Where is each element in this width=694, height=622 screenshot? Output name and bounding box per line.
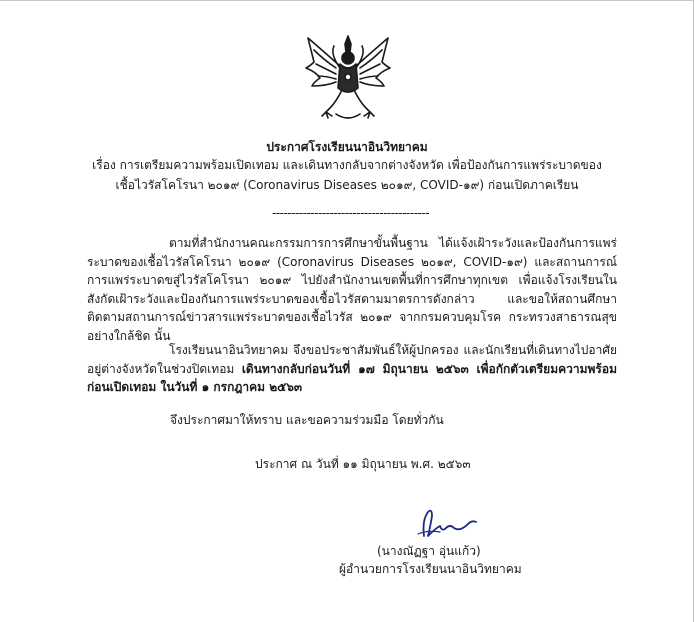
closing-statement: จึงประกาศมาให้ทราบ และขอความร่วมมือ โดยทั่วกัน [170,413,444,427]
signatory-name: (นางณัฏฐา อุ่นแก้ว) [377,544,481,558]
body-paragraph-2 [87,341,617,397]
signatory-position: ผู้อำนวยการโรงเรียนนาอินวิทยาคม [339,562,522,576]
announcement-date: ประกาศ ณ วันที่ ๑๑ มิถุนายน พ.ศ. ๒๕๖๓ [255,457,471,471]
signature-icon [410,506,482,540]
paragraph-2-text: โรงเรียนนาอินวิทยาคม จึงขอประชาสัมพันธ์ให้ผู้ปกครอง และนักเรียนที่เดินทางไปอาศัยอยู่ต่างจังหวัดในช่วงปิดเทอม [87,343,617,376]
return-deadline-notice: เดินทางกลับก่อนวันที่ ๑๗ มิถุนายน ๒๕๖๓ เพื่อกักตัวเตรียมความพร้อมก่อนเปิดเทอม ในวันที่ ๑ กรกฎาคม ๒๕๖๓ [87,361,617,395]
subject-line-1: เรื่อง การเตรียมความพร้อมเปิดเทอม และเดินทางกลับจากต่างจังหวัด เพื่อป้องกันการแพร่ระบาดของ [92,158,602,172]
subject-line-2: เชื้อไวรัสโคโรนา ๒๐๑๙ (Coronavirus Diseases ๒๐๑๙, COVID-๑๙) ก่อนเปิดภาคเรียน [115,178,579,192]
announcement-title: ประกาศโรงเรียนนาอินวิทยาคม [266,140,428,154]
body-paragraph-1: ตามที่สำนักงานคณะกรรมการการศึกษาขั้นพื้นฐาน ได้แจ้งเฝ้าระวังและป้องกันการแพร่ระบาดของเชื้อไวรัสโคโรนา ๒๐๑๙ (Coronavirus Diseases ๒๐๑๙, COVID-๑๙) และสถานการณ์การแพร่ระบาดขสู่ไวรัสโคโรนา ๒๐๑๙ ไปยังสำนักงานเขตพื้นที่การศึกษาทุกเขต เพื่อแจ้งโรงเรียนในสังกัดเฝ้าระวังและป้องกันการแพร่ระบาดของเชื้อไวรัสตามมาตรการดังกล่าว และขอให้สถานศึกษาติดตามสถานการณ์ข่าวสารแพร่ระบาดของเชื้อไวรัส ๒๐๑๙ จากกรมควบคุมโรค กระทรวงสาธารณสุขอย่างใกล้ชิด นั้น [87,236,617,343]
garuda-emblem-icon [300,32,396,124]
divider: ----------------------------------------- [272,206,430,220]
page-border-top [0,0,694,1]
